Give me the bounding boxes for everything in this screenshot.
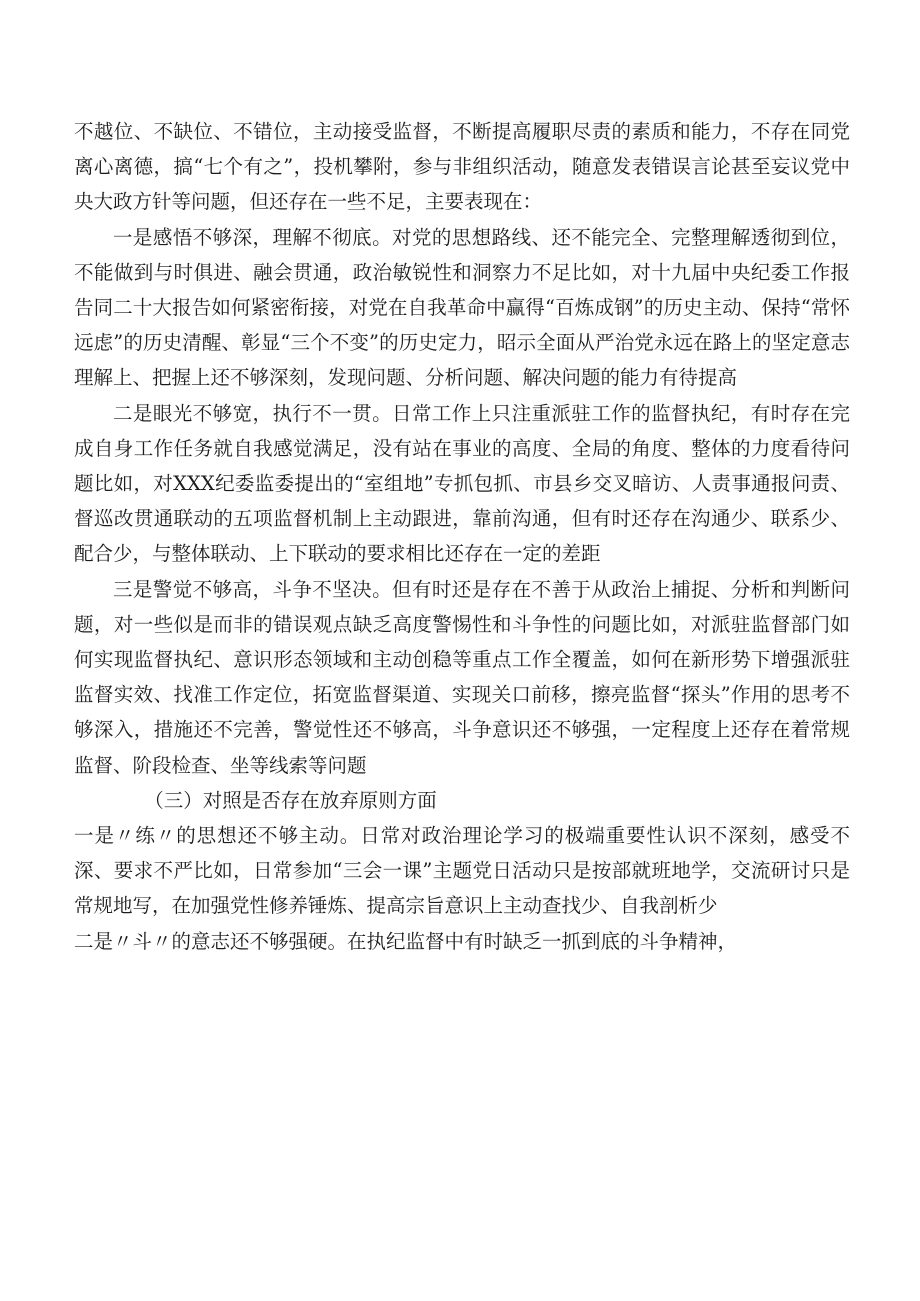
paragraph-point-two-struggle: 二是〃斗〃的意志还不够强硬。在执纪监督中有时缺乏一抓到底的斗争精神， xyxy=(74,929,738,953)
paragraph-point-one-practice: 一是〃练〃的思想还不够主动。日常对政治理论学习的极端重要性认识不深刻，感受不深、要求不严比如，日常参加“三会一课”主题党日活动只是按部就班地学，交流研讨只是常规地写，在加强党性修养锤炼、提高宗旨意识上主动查找少、自我剖析少 xyxy=(74,824,850,918)
paragraph-point-three-vigilance: 三是警觉不够高，斗争不坚决。但有时还是存在不善于从政治上捕捉、分析和判断问题，对一些似是而非的错误观点缺乏高度警惕性和斗争性的问题比如，对派驻监督部门如何实现监督执纪、意识形态领域和主动创稳等重点工作全覆盖，如何在新形势下增强派驻监督实效、找准工作定位，拓宽监督渠道、实现关口前移，擦亮监督“探头”作用的思考不够深入，措施还不完善，警觉性还不够高，斗争意识还不够强，一定程度上还存在着常规监督、阶段检查、坐等线索等问题 xyxy=(74,577,850,777)
document-body xyxy=(74,114,850,959)
paragraph-point-one-insight: 一是感悟不够深，理解不彻底。对党的思想路线、还不能完全、完整理解透彻到位，不能做到与时俱进、融会贯通，政治敏锐性和洞察力不足比如，对十九届中央纪委工作报告同二十大报告如何紧密衔接，对党在自我革命中赢得“百炼成钢”的历史主动、保持“常怀远虑”的历史清醒、彰显“三个不变”的历史定力，昭示全面从严治党永远在路上的坚定意志理解上、把握上还不够深刻，发现问题、分析问题、解决问题的能力有待提高 xyxy=(74,225,850,390)
paragraph-continuation: 不越位、不缺位、不错位，主动接受监督，不断提高履职尽责的素质和能力，不存在同党离心离德，搞“七个有之”，投机攀附，参与非组织活动，随意发表错误言论甚至妄议党中央大政方针等问题，但还存在一些不足，主要表现在： xyxy=(74,120,850,214)
paragraph-point-two-vision: 二是眼光不够宽，执行不一贯。日常工作上只注重派驻工作的监督执纪，有时存在完成自身工作任务就自我感觉满足，没有站在事业的高度、全局的角度、整体的力度看待问题比如，对XXX纪委监委提出的“室组地”专抓包抓、市县乡交叉暗访、人责事通报问责、督巡改贯通联动的五项监督机制上主动跟进，靠前沟通，但有时还存在沟通少、联系少、配合少，与整体联动、上下联动的要求相比还存在一定的差距 xyxy=(74,401,850,566)
section-heading-principles: （三）对照是否存在放弃原则方面 xyxy=(144,788,437,812)
